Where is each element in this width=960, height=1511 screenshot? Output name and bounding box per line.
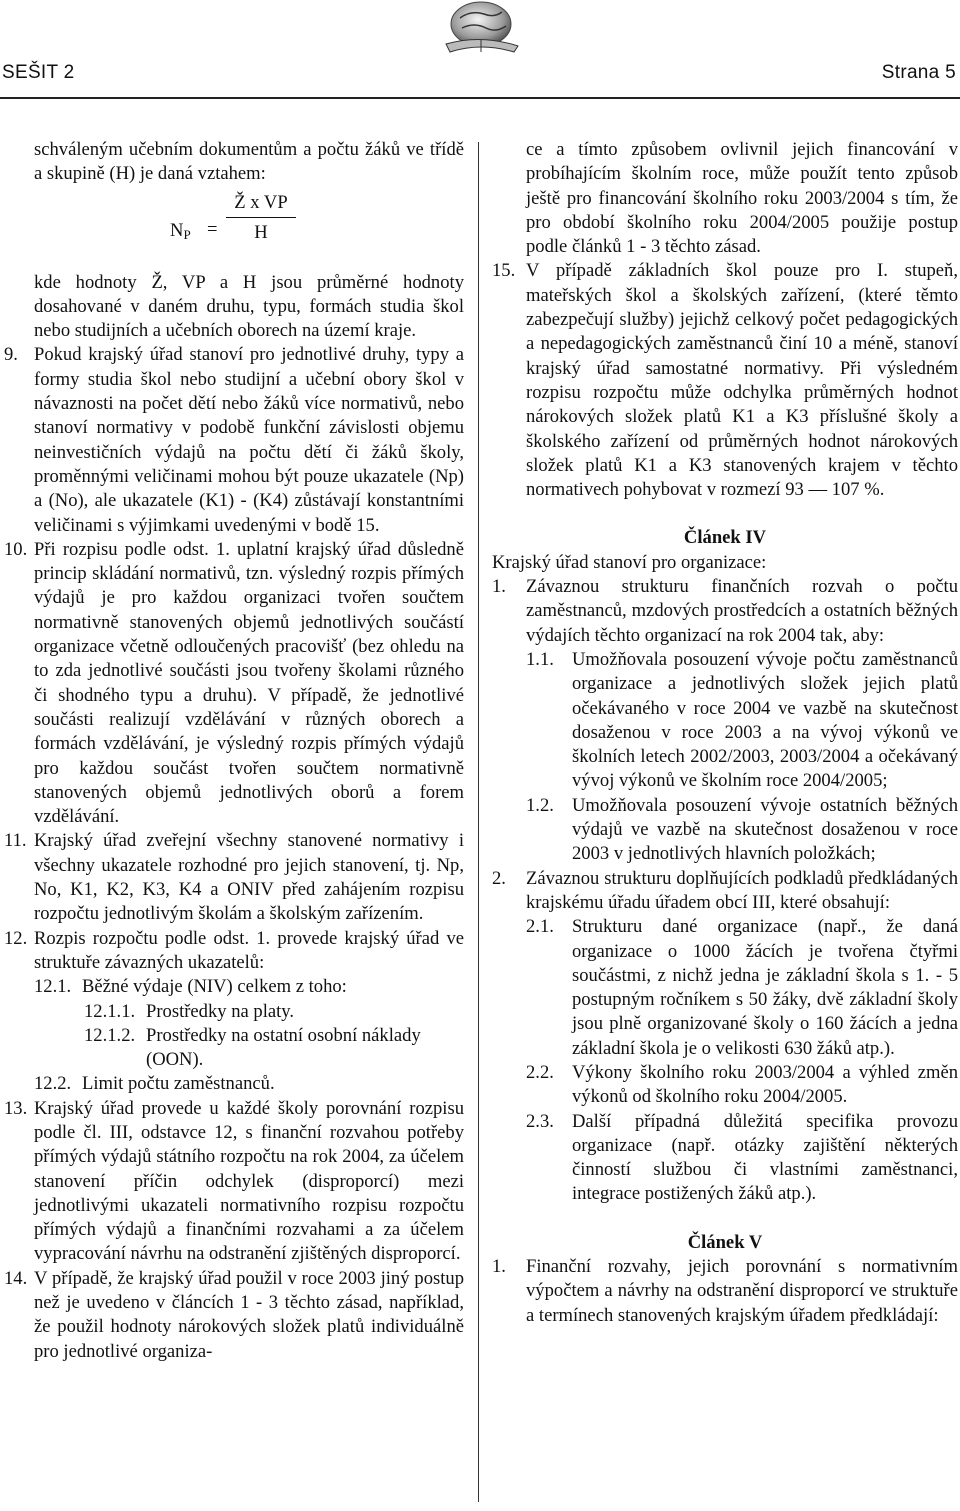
sub-item: 1.2. Umožňovala posouzení vývoje ostatních běžných výdajů ve vazbě na skutečnost dosaženou v roce 2003 v jednotlivých hlavních položkách; <box>526 794 958 865</box>
article-intro: Krajský úřad stanoví pro organizace: <box>492 551 767 573</box>
page-number: Strana 5 <box>881 62 956 83</box>
sub-item: 2.3. Další případná důležitá specifika provozu organizace (např. otázky zajištění některých činností službou či vlastními zaměstnanci, integrace postižených žáků atp.). <box>526 1110 958 1205</box>
sub-item: 12.1. Běžné výdaje (NIV) celkem z toho: <box>34 976 347 998</box>
sub-item: 12.1.1. Prostředky na platy. <box>84 1000 295 1022</box>
list-item: 10. Při rozpisu podle odst. 1. uplatní krajský úřad důsledně princip skládání normativů, tzn. výsledný rozpis přímých výdajů je pro každou organizaci tvořen součtem normativně stanovených objemů jednotlivých součástí organizace včetně odloučených pracovišť (bez ohledu na to zda jednotlivé součásti jsou tvořeny školami různého či shodného typu a druhu). V případě, že jednotlivé součásti realizují vzdělávání v různých oborech a formách vzdělávání, je výsledný rozpis přímých výdajů pro každou součást tvořen součtem normativně stanovených objemů jednotlivých oborů a forem vzdělávání. <box>4 538 464 828</box>
list-item: 2. Závaznou strukturu doplňujících podkladů předkládaných krajskému úřadu úřadem obcí III, které obsahují: <box>492 867 958 913</box>
sub-item: 2.2. Výkony školního roku 2003/2004 a výhled změn výkonů od školního roku 2004/2005. <box>526 1061 958 1108</box>
left-column <box>4 130 464 1364</box>
sub-item: 12.2. Limit počtu zaměstnanců. <box>34 1073 275 1095</box>
formula <box>4 193 464 267</box>
sub-item: 2.1. Strukturu dané organizace (např., že daná organizace o 1000 žácích je tvořena čtyřmi součástmi, z nichž jedna je základní škola s 1. - 5 postupným ročníkem s 50 žáky, dvě základní školy jsou plně organizované školy o 160 žácích a jedna základní škola je o velikosti 630 žáků atp.). <box>526 916 958 1059</box>
header-rule <box>0 97 960 99</box>
list-item: 1. Finanční rozvahy, jejich porovnání s normativním výpočtem a návrhy na odstranění disproporcí ve struktuře a termínech stanovených krajským úřadem předkládají: <box>492 1256 958 1326</box>
list-item: 15. V případě základních škol pouze pro I. stupeň, mateřských škol a školských zařízení, (které těmto zabezpečují služby) jejichž celkový počet pedagogických a nepedagogických zaměstnanců činí 10 a méně, stanoví krajský úřad samostatné normativy. Při výsledném rozpisu rozpočtu může odchylka průměrných hodnot nárokových složek platů K1 a K3 příslušné školy a školského zařízení od průměrných hodnot nárokových složek platů K1 a K3 stanovených krajem v těchto normativech pohybovat v rozmezí 93 — 107 %. <box>492 260 958 501</box>
formula-lhs: $N_P$ <box>170 219 191 242</box>
formula-equals: = <box>207 218 218 240</box>
column-divider <box>478 142 479 1502</box>
list-item: 9. Pokud krajský úřad stanoví pro jednotlivé druhy, typy a formy studia škol nebo studijní a učební obory škol v návaznosti na počet dětí nebo žáků více normativů, nebo stanoví normativy v podobě funkční závislosti objemu neinvestičních výdajů na počtu dětí či žáků školy, proměnnými veličinami mohou být pouze ukazatele (Np) a (No), ale ukazatele (K1) - (K4) zůstávají konstantními veličinami s výjimkami uvedenými v bodě 15. <box>4 344 464 536</box>
list-item: 11. Krajský úřad zveřejní všechny stanovené normativy i všechny ukazatele rozhodné pro jejich stanovení, tj. Np, No, K1, K2, K3, K4 a ONIV před zahájením rozpisu rozpočtu jednotlivým školám a školským zařízením. <box>4 830 464 925</box>
sub-item: 1.1. Umožňovala posouzení vývoje počtu zaměstnanců organizace a jednotlivých složek jejich platů očekávaného v roce 2004 ve vazbě na skutečnost dosaženou v roce 2003 a na vývoj výkonů ve školních letech 2002/2003, 2003/2004 a očekávaný vývoj výkonů ve školním roce 2004/2005; <box>526 648 958 792</box>
issue-label: SEŠIT 2 <box>2 62 75 83</box>
sub-item: 12.1.2. Prostředky na ostatní osobní náklady (OON). <box>84 1024 421 1071</box>
continuation-text: ce a tímto způsobem ovlivnil jejich financování v probíhajícím školním roce, může použít tento způsob ještě pro financování školního roku 2003/2004 s tím, že pro období školního roku 2004/2005 použije postup podle článků 1 - 3 těchto zásad. <box>526 139 958 258</box>
page-header <box>0 0 960 110</box>
list-item: 14. V případě, že krajský úřad použil v roce 2003 jiný postup než je uvedeno v článcích 1 - 3 těchto zásad, například, že použil hodnoty nárokových složek platů individuálně pro jednotlivé organiza- <box>4 1267 464 1362</box>
list-item: 13. Krajský úřad provede u každé školy porovnání rozpisu podle čl. III, odstavce 12, s finanční rozvahou potřeby přímých výdajů státního rozpočtu na rok 2004, za účelem stanovení příčin odchylek (disproporcí) mezi jednotlivými ukazateli normativního rozpisu rozpočtu přímých výdajů a finančními rozvahami a za účelem vypracování návrhu na odstranění zjištěných disproporcí. <box>4 1097 464 1265</box>
right-column <box>492 130 958 1328</box>
fraction-line <box>226 217 296 218</box>
list-item: 1. Závaznou strukturu finančních rozvah o počtu zaměstnanců, mzdových prostředcích a ostatních běžných výdajích těchto organizací na rok 2004 tak, aby: <box>492 576 958 646</box>
article-title: Článek IV <box>683 527 767 549</box>
article-title: Článek V <box>687 1231 763 1253</box>
intro-text: schváleným učebním dokumentům a počtu žáků ve třídě a skupině (H) je daná vztahem: <box>34 139 464 185</box>
list-item: 12. Rozpis rozpočtu podle odst. 1. provede krajský úřad ve struktuře závazných ukazatelů: <box>4 927 464 973</box>
publisher-logo <box>426 0 536 56</box>
formula-explanation: kde hodnoty Ž, VP a H jsou průměrné hodnoty dosahované v daném druhu, typu, formách studia škol nebo studijních a učebních oborech na území kraje. <box>34 271 464 342</box>
formula-denominator: H <box>254 221 268 243</box>
formula-numerator: Ž x VP <box>234 191 288 213</box>
